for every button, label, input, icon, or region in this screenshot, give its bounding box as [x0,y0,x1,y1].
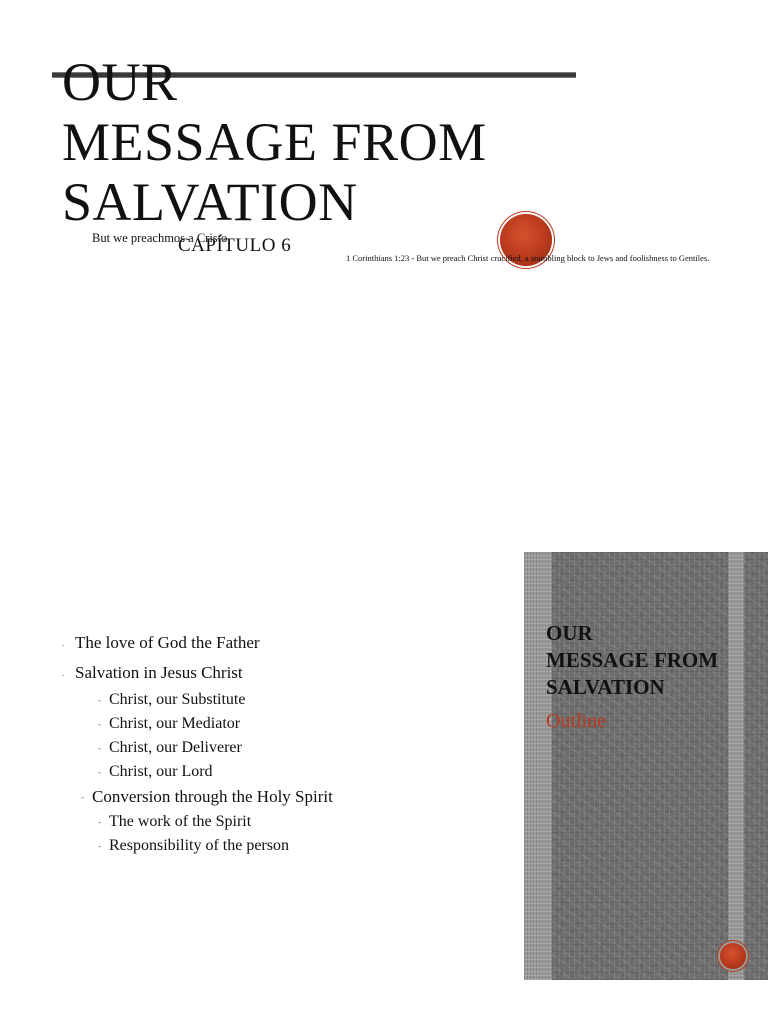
bullet-icon: - [81,792,84,802]
panel-title [546,620,718,701]
list-item [62,712,333,736]
list-item-text: The love of God the Father [75,633,260,652]
list-item [62,760,333,784]
list-item [62,834,333,858]
red-orb-icon [720,943,746,969]
bullet-icon: . [62,668,65,678]
list-item [62,628,333,658]
list-item-text: Christ, our Mediator [109,715,241,732]
list-item-text: Responsibility of the person [109,837,289,854]
bullet-icon: - [98,767,101,777]
panel-title-line-2: MESSAGE FROM [546,648,719,672]
outline-list [62,628,333,858]
list-item [62,784,333,810]
list-item [62,810,333,834]
slide-title-line-1: OUR [62,52,178,112]
slide-title [62,52,487,232]
bullet-icon: - [98,743,101,753]
bible-verse: 1 Corinthians 1:23 - But we preach Christ crucified, a stumbling block to Jews and foolishness to Gentiles. [346,253,710,263]
slide-title-line-2: MESSAGE FROM [62,112,487,172]
slide-title-line-3: SALVATION [62,172,358,232]
list-item-text: Christ, our Lord [109,763,213,780]
bullet-icon: - [98,695,101,705]
chapter-label: CAPÍTULO 6 [178,235,292,256]
list-item-text: Salvation in Jesus Christ [75,663,243,682]
texture-band [524,552,552,980]
bullet-icon: - [98,719,101,729]
list-item [62,688,333,712]
list-item [62,736,333,760]
panel-title-line-1: OUR [546,621,593,645]
texture-band [728,552,744,980]
slide-subtitle: But we preachmos a Cristo [92,231,228,245]
panel-subtitle: Outline [546,710,606,732]
list-item-text: Christ, our Substitute [109,691,246,708]
list-item-text: Conversion through the Holy Spirit [92,787,333,806]
list-item-text: Christ, our Deliverer [109,739,242,756]
outline-title-panel [524,552,768,980]
bullet-icon: . [62,638,65,648]
list-item-text: The work of the Spirit [109,813,252,830]
list-item [62,658,333,688]
bullet-icon: - [98,817,101,827]
panel-title-line-3: SALVATION [546,675,665,699]
bullet-icon: - [98,841,101,851]
